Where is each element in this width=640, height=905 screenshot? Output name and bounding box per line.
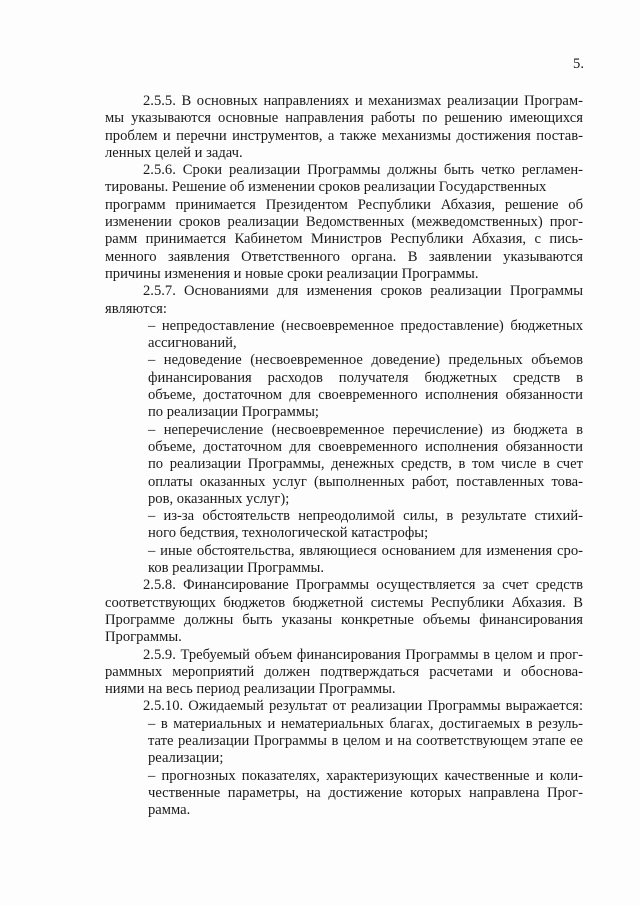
list-item-line: оплаты оказанных услуг (выполненных работ, поставленных това- bbox=[148, 473, 583, 490]
paragraph-line: мы указываются основные направления работы по решению имеющихся bbox=[105, 110, 583, 127]
list-item bbox=[148, 543, 583, 578]
list-item-line: по реализации Программы, денежных средств, в том числе в счет bbox=[148, 456, 583, 473]
list-item-line: – неперечисление (несвоевременное перечисление) из бюджета в bbox=[148, 421, 583, 438]
list-item bbox=[148, 716, 583, 768]
paragraph-line: 2.5.5. В основных направлениях и механизмах реализации Програм- bbox=[143, 93, 583, 109]
list-item bbox=[148, 318, 583, 353]
list-item-line: ков реализации Программы. bbox=[148, 560, 324, 577]
document-body bbox=[105, 93, 583, 819]
paragraph-line: проблем и перечни инструментов, а также механизмы достижения постав- bbox=[105, 127, 583, 144]
list-item-line: – прогнозных показателях, характеризующих качественные и коли- bbox=[148, 767, 583, 784]
paragraph-line: Программы. bbox=[105, 629, 182, 646]
paragraph-line: причины изменения и новые сроки реализации Программы. bbox=[105, 265, 479, 282]
paragraph-line: тированы. Решение об изменении сроков реализации Государственных bbox=[105, 179, 547, 196]
list-item-line: финансирования расходов получателя бюджетных средств в bbox=[148, 369, 583, 386]
paragraph-2-5-6 bbox=[105, 162, 583, 283]
paragraph-line: менного заявления Ответственного органа. В заявлении указываются bbox=[105, 248, 583, 265]
paragraph-line: ниями на весь период реализации Программы. bbox=[105, 681, 396, 698]
paragraph-line: 2.5.9. Требуемый объем финансирования Программы в целом и прог- bbox=[143, 646, 583, 663]
list-item-line: объеме, достаточном для своевременного исполнения обязанности bbox=[148, 387, 583, 404]
list-item-line: объеме, достаточном для своевременного исполнения обязанности bbox=[148, 438, 583, 455]
paragraph-line: 2.5.6. Сроки реализации Программы должны быть четко регламен- bbox=[143, 162, 583, 179]
paragraph-line: ленных целей и задач. bbox=[105, 144, 243, 161]
paragraph-2-5-7 bbox=[105, 283, 583, 577]
paragraph-line: 2.5.7. Основаниями для изменения сроков реализации Программы bbox=[143, 283, 583, 300]
paragraph-2-5-9 bbox=[105, 647, 583, 699]
list-item-line: тате реализации Программы в целом и на соответствующем этапе ее bbox=[148, 732, 583, 749]
paragraph-line: 2.5.10. Ожидаемый результат от реализации Программы выражается: bbox=[143, 698, 583, 715]
page-number: 5. bbox=[573, 56, 584, 72]
paragraph-2-5-10 bbox=[105, 698, 583, 819]
paragraph-line: соответствующих бюджетов бюджетной системы Республики Абхазия. В bbox=[105, 594, 583, 611]
paragraph-line: являются: bbox=[105, 300, 167, 317]
list-item-line: – из-за обстоятельств непреодолимой силы, в результате стихий- bbox=[148, 508, 583, 525]
paragraph-line: программ принимается Президентом Республики Абхазия, решение об bbox=[105, 196, 583, 213]
paragraph-2-5-8 bbox=[105, 577, 583, 646]
list-item-line: рамма. bbox=[148, 802, 191, 819]
paragraph-line: раммных мероприятий должен подтверждаться расчетами и обоснова- bbox=[105, 663, 583, 680]
paragraph-line: изменении сроков реализации Ведомственных (межведомственных) прог- bbox=[105, 214, 583, 231]
paragraph-2-5-5 bbox=[105, 93, 583, 162]
list-item-line: ного бедствия, технологической катастрофы; bbox=[148, 525, 429, 542]
list-item-line: чественные параметры, на достижение которых направлена Прог- bbox=[148, 784, 583, 801]
list-item-line: – иные обстоятельства, являющиеся основанием для изменения сро- bbox=[148, 542, 583, 559]
list-item-line: ров, оказанных услуг); bbox=[148, 490, 290, 507]
list-item bbox=[148, 768, 583, 820]
paragraph-line: 2.5.8. Финансирование Программы осуществляется за счет средств bbox=[143, 577, 583, 594]
paragraph-line: рамм принимается Кабинетом Министров Республики Абхазия, с пись- bbox=[105, 231, 583, 248]
list-item-line: – недоведение (несвоевременное доведение) предельных объемов bbox=[148, 352, 583, 369]
list-item bbox=[148, 422, 583, 508]
list-item bbox=[148, 352, 583, 421]
list-item-line: – в материальных и нематериальных благах, достигаемых в резуль- bbox=[148, 715, 583, 732]
list-item-line: по реализации Программы; bbox=[148, 404, 319, 421]
list-item-line: ассигнований, bbox=[148, 335, 237, 352]
list-item bbox=[148, 508, 583, 543]
list-item-line: реализации; bbox=[148, 750, 224, 767]
list-item-line: – непредоставление (несвоевременное предоставление) бюджетных bbox=[148, 317, 583, 334]
paragraph-line: Программе должны быть указаны конкретные объемы финансирования bbox=[105, 611, 583, 628]
